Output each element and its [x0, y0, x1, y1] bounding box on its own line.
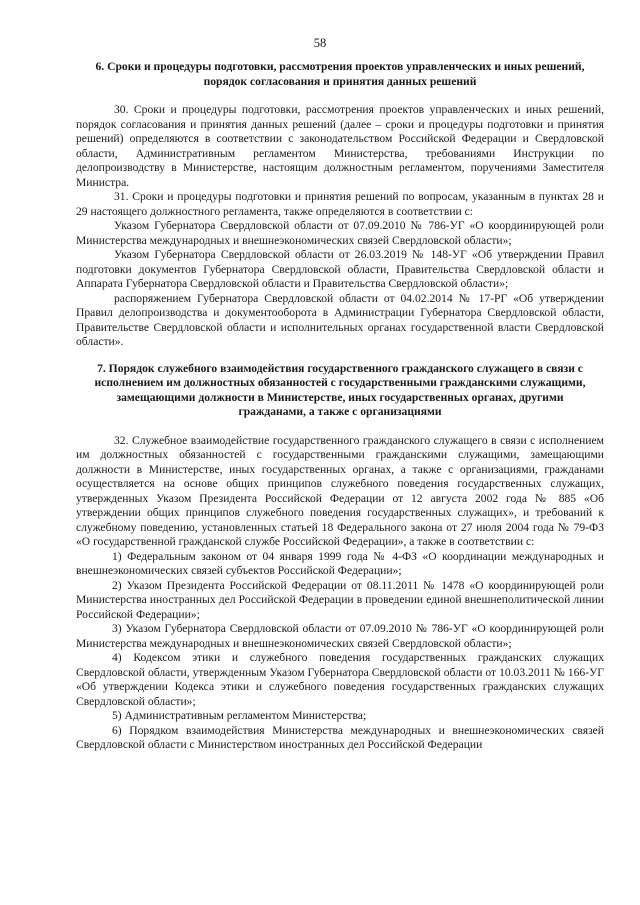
paragraph-30: 30. Сроки и процедуры подготовки, рассмотрения проектов управленческих и иных решений, порядок согласования и принятия данных решений (далее – сроки и процедуры подготовки и принятия решений) определяются в соответствии с законодательством Российской Федерации и Свердловской области, Административным регламентом Министерства, требованиями Инструкции по делопроизводству в Министерстве, настоящим должностным регламентом, поручениями Заместителя Министра. [76, 103, 604, 189]
list-item-decree-786: Указом Губернатора Свердловской области от 07.09.2010 № 786-УГ «О координирующей роли Министерства международных и внешнеэкономических связей Свердловской области»; [76, 219, 604, 247]
list-item-6: 6) Порядком взаимодействия Министерства международных и внешнеэкономических связей Свердловской области с Министерством иностранных дел Российской Федерации [76, 723, 604, 751]
list-item-1: 1) Федеральным законом от 04 января 1999 года № 4-ФЗ «О координации международных и внешнеэкономических связей субъектов Российской Федерации»; [76, 549, 604, 577]
section-6-heading: 6. Сроки и процедуры подготовки, рассмотрения проектов управленческих и иных решений, порядок согласования и принятия данных решений [95, 60, 585, 88]
paragraph-32: 32. Служебное взаимодействие государственного гражданского служащего в связи с исполнением им должностных обязанностей с государственными гражданскими служащими, замещающими должности в Министерстве, иных государственных органах, а также с организациями, гражданами осуществляется на основе общих принципов служебного поведения государственных служащих, утвержденных Указом Президента Российской Федерации от 12 августа 2002 года № 885 «Об утверждении общих принципов служебного поведения государственных служащих», и требований к служебному поведению, установленных статьей 18 Федерального закона от 27 июля 2004 года № 79-ФЗ «О государственной гражданской службе Российской Федерации», а также в соответствии с: [76, 433, 604, 548]
list-item-2: 2) Указом Президента Российской Федерации от 08.11.2011 № 1478 «О координирующей роли Министерства иностранных дел Российской Федерации в проведении единой внешнеполитической линии Российской Федерации»; [76, 578, 604, 621]
list-item-5: 5) Административным регламентом Министерства; [112, 709, 367, 722]
list-item-decree-148: Указом Губернатора Свердловской области от 26.03.2019 № 148-УГ «Об утверждении Правил подготовки документов Губернатора Свердловской области, Правительства Свердловской области и Аппарата Губернатора Свердловской области и Правительства Свердловской области»; [76, 248, 604, 290]
section-7-heading: 7. Порядок служебного взаимодействия государственного гражданского служащего в связи с исполнением им должностных обязанностей с государственными гражданскими служащими, замещающими должности в Министерстве, иных государственных органах, другими гражданами, а также с организациями [94, 361, 586, 418]
list-item-order-17: распоряжением Губернатора Свердловской области от 04.02.2014 № 17-РГ «Об утверждении Правил делопроизводства и документооборота в Администрации Губернатора Свердловской области, Правительстве Свердловской области и исполнительных органах государственной власти Свердловской области». [76, 291, 604, 348]
document-body [76, 60, 604, 753]
list-item-4: 4) Кодексом этики и служебного поведения государственных гражданских служащих Свердловской области, утвержденным Указом Губернатора Свердловской области от 10.03.2011 № 166-УГ «Об утверждении Кодекса этики и служебного поведения государственных гражданских служащих Свердловской области»; [76, 651, 604, 708]
list-item-3: 3) Указом Губернатора Свердловской области от 07.09.2010 № 786-УГ «О координирующей роли Министерства международных и внешнеэкономических связей Свердловской области»; [76, 622, 604, 650]
paragraph-31: 31. Сроки и процедуры подготовки и принятия решений по вопросам, указанным в пунктах 28 и 29 настоящего должностного регламента, также определяются в соответствии с: [76, 190, 604, 218]
page-number: 58 [313, 36, 327, 50]
